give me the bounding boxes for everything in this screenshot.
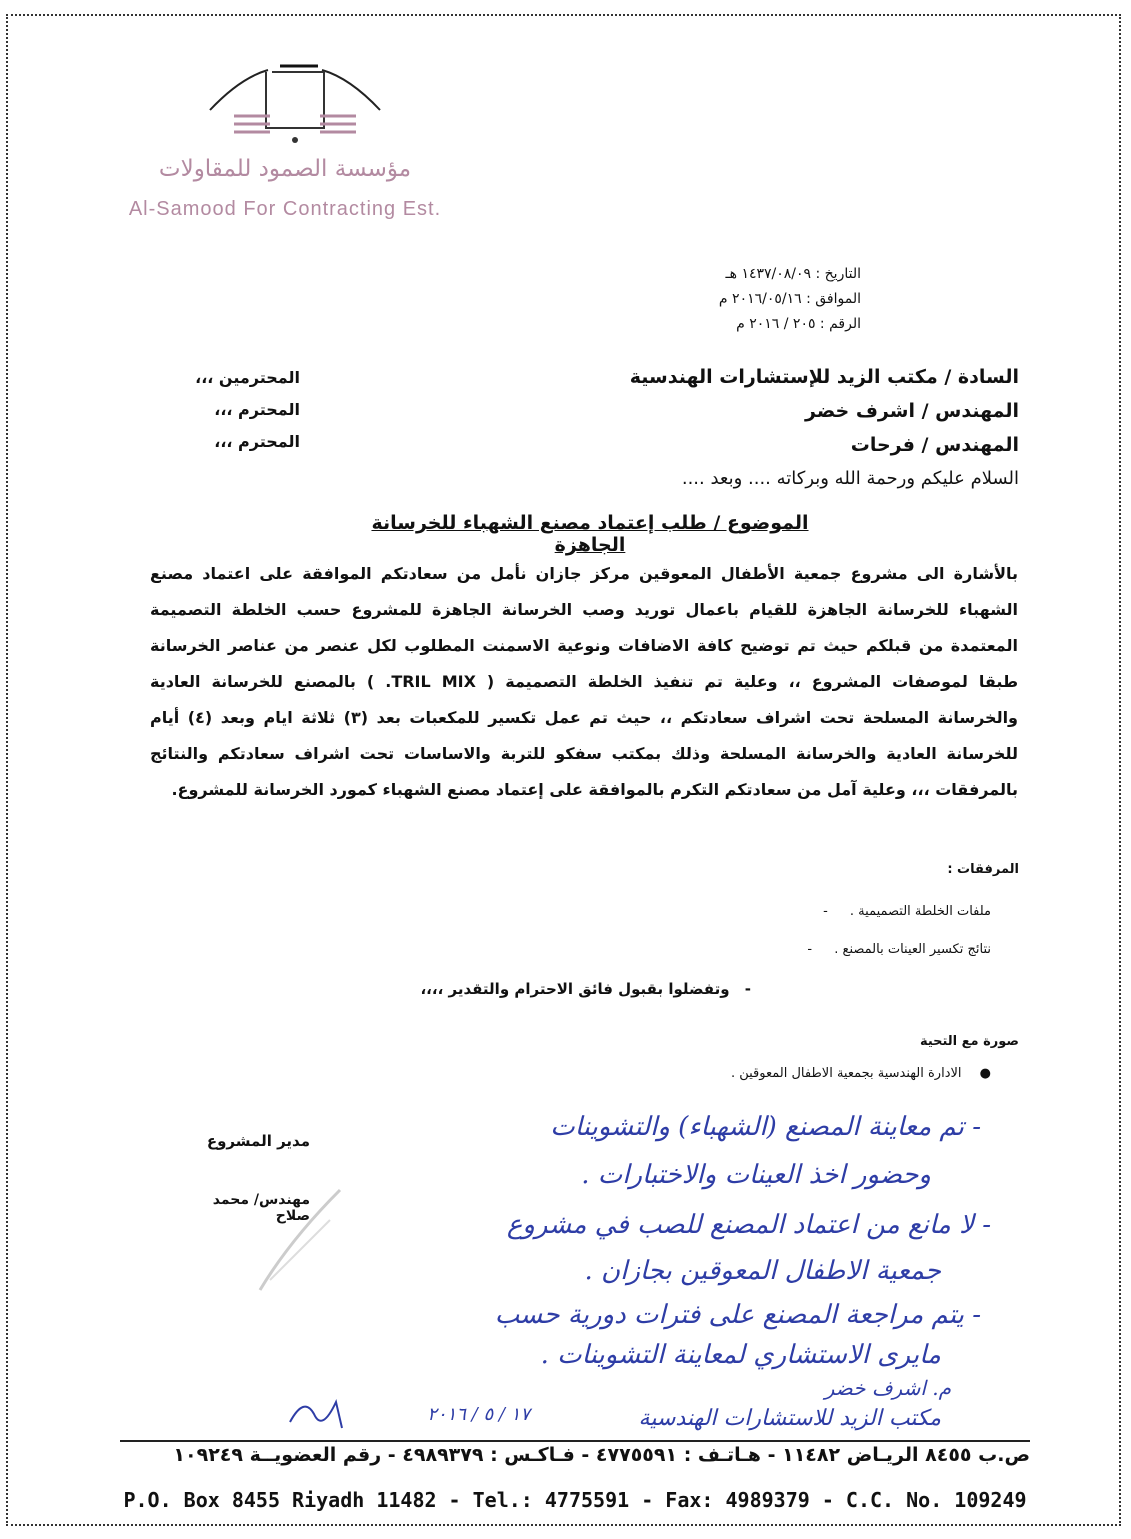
- recipient-honorific: المحترمين ،،،: [195, 368, 300, 387]
- cc-item: [591, 1066, 991, 1081]
- company-logo-icon: [200, 58, 390, 158]
- recipient-honorific: المحترم ،،،: [214, 432, 300, 451]
- handwritten-signer: م. اشرف خضر: [824, 1376, 951, 1400]
- signature-title: مدير المشروع: [206, 1132, 310, 1150]
- subject-line: الموضوع / طلب إعتماد مصنع الشهباء للخرسانة الجاهزة: [371, 512, 809, 556]
- cc-title: صورة مع التحية: [919, 1034, 1019, 1049]
- company-name-english: Al-Samood For Contracting Est.: [128, 198, 442, 220]
- recipient-honorific: المحترم ،،،: [214, 400, 300, 419]
- handwritten-office: مكتب الزيد للاستشارات الهندسية: [638, 1406, 941, 1431]
- signature-scribble-icon: [286, 1392, 346, 1436]
- date-gregorian: الموافق : ٢٠١٦/٠٥/١٦ م: [718, 291, 861, 307]
- footer-arabic: ص.ب ٨٤٥٥ الريـاض ١١٤٨٢ - هـاتـف : ٤٧٧٥٥٩١ - فـاكـس : ٤٩٨٩٣٧٩ - رقم العضويــة ١٠٩٢٤٩: [173, 1444, 1030, 1466]
- closing-text: وتفضلوا بقبول فائق الاحترام والتقدير ،،،،: [420, 980, 730, 998]
- recipient-engineer: المهندس / اشرف خضر: [805, 400, 1019, 422]
- attachment-item: [691, 904, 991, 919]
- letter-body: بالأشارة الى مشروع جمعية الأطفال المعوقين مركز جازان نأمل من سعادتكم الموافقة على اعتماد مصنع الشهباء للخرسانة الجاهزة للقيام باعمال توريد وصب الخرسانة الجاهزة للمشروع حسب الخلطة التصميمة المعتمدة من قبلكم حيث تم توضيح كافة الاضافات ونوعية الاسمنت المطلوب لكل عنصر من عناصر الخرسانة طبقا لموصفات المشروع ،، وعلية تم تنفيذ الخلطة التصميمة ( TRIL MIX. ) بالمصنع للخرسانة العادية والخرسانة المسلحة تحت اشراف سعادتكم ،، حيث تم عمل تكسير للمكعبات بعد (٣) ثلاثة ايام وبعد (٤) أيام للخرسانة العادية والخرسانة المسلحة وذلك بمكتب سفكو للتربة والاساسات تحت اشراف سعادتكم والنتائج بالمرفقات ،،، وعلية آمل من سعادتكم التكرم بالموافقة على إعتماد مصنع الشهباء كمورد الخرسانة للمشروع.: [150, 564, 1019, 799]
- handwritten-note-line: جمعية الاطفال المعوقين بجازان .: [584, 1256, 941, 1286]
- handwritten-note-line: - لا مانع من اعتماد المصنع للصب في مشروع: [506, 1210, 991, 1240]
- handwritten-date: ١٧ / ٥ / ٢٠١٦: [427, 1404, 530, 1425]
- attachment-label: ملفات الخلطة التصميمية .: [849, 904, 991, 919]
- dash-bullet-icon: -: [807, 942, 813, 957]
- cc-label: الادارة الهندسية بجمعية الاطفال المعوقين .: [730, 1066, 962, 1081]
- footer-divider: [120, 1440, 1030, 1442]
- dash-bullet-icon: -: [744, 980, 751, 998]
- date-hijri: التاريخ : ١٤٣٧/٠٨/٠٩ هـ: [725, 266, 861, 282]
- bullet-icon: ●: [979, 1066, 991, 1081]
- recipient-engineer: المهندس / فرحات: [850, 434, 1019, 456]
- handwritten-note-line: وحضور اخذ العينات والاختبارات .: [581, 1160, 931, 1190]
- closing-line: [351, 980, 751, 998]
- dash-bullet-icon: -: [823, 904, 828, 919]
- handwritten-note-line: مايرى الاستشاري لمعاينة التشوينات .: [540, 1340, 941, 1370]
- footer-english: P.O. Box 8455 Riyadh 11482 - Tel.: 4775591 - Fax: 4989379 - C.C. No. 109249: [123, 1488, 1027, 1512]
- recipient-office: السادة / مكتب الزيد للإستشارات الهندسية: [629, 366, 1019, 388]
- handwritten-note-line: - تم معاينة المصنع (الشهباء) والتشوينات: [550, 1112, 981, 1142]
- greeting: السلام عليكم ورحمة الله وبركاته .... وبعد ....: [681, 468, 1019, 489]
- attachments-title: المرفقات :: [947, 862, 1019, 877]
- handwritten-note-line: - يتم مراجعة المصنع على فترات دورية حسب: [494, 1300, 981, 1330]
- stamp-icon: [250, 1180, 350, 1300]
- attachment-label: نتائج تكسير العينات بالمصنع .: [834, 942, 991, 957]
- reference-number: الرقم : ٢٠٥ / ٢٠١٦ م: [736, 316, 861, 332]
- signature-name: مهندس/ محمد صلاح: [212, 1192, 310, 1224]
- attachment-item: [691, 942, 991, 957]
- company-name-arabic: مؤسسة الصمود للمقاولات: [158, 156, 412, 182]
